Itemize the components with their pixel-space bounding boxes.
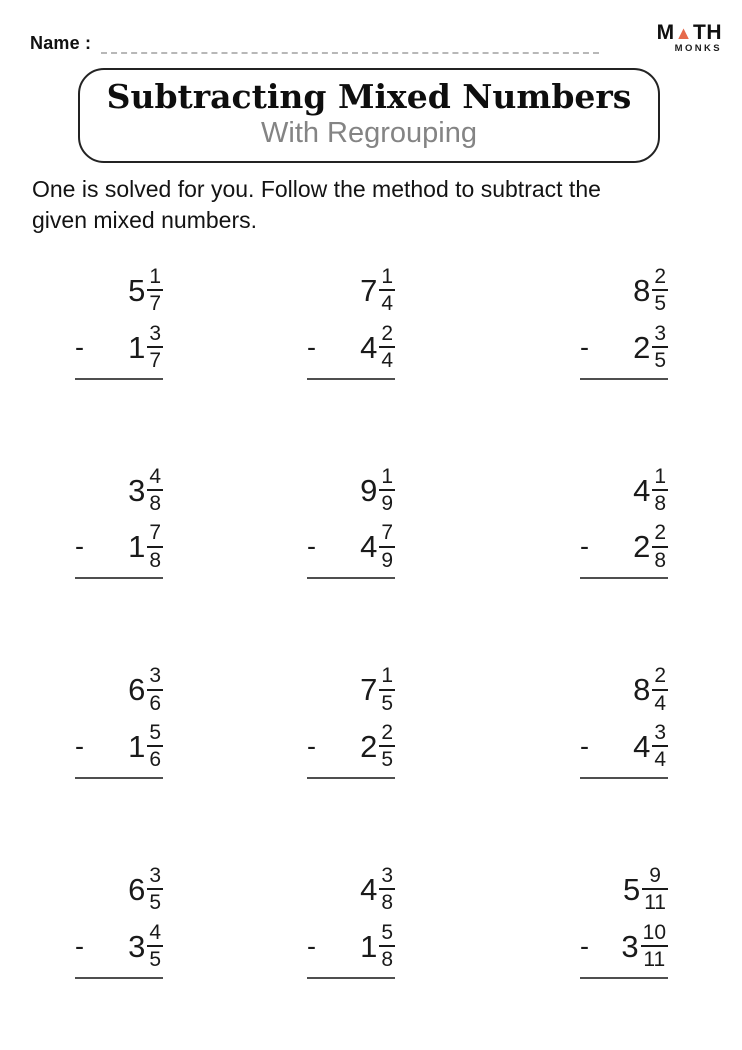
minus-sign: - [580,730,589,761]
minuend-numerator: 2 [654,265,666,288]
subtrahend-numerator: 3 [654,321,666,345]
minus-sign: - [307,730,316,761]
subtrahend-denominator: 5 [654,349,666,373]
problems-row-3 [0,665,742,779]
minuend-whole: 7 [360,272,378,308]
subtrahend-denominator: 4 [381,349,393,373]
minus-sign: - [75,730,84,761]
subtrahend-numerator: 7 [381,521,393,545]
problem-11 [307,865,395,979]
subtrahend-fraction [652,323,668,372]
minuend [75,865,163,914]
minuend-denominator: 5 [654,292,666,316]
name-input-line[interactable] [101,34,599,54]
subtrahend-fraction [379,522,395,571]
minuend-numerator: 3 [149,664,161,688]
minuend-numerator: 9 [649,863,661,887]
answer-line [580,577,668,579]
minuend-numerator: 1 [381,265,393,288]
answer-line [75,378,163,380]
name-label: Name : [30,33,92,53]
subtrahend-whole: 4 [633,728,651,764]
subtrahend-fraction [652,522,668,571]
problem-5 [307,466,395,580]
answer-line [307,977,395,979]
name-row [30,33,599,54]
answer-line [307,378,395,380]
minuend-fraction [379,665,395,714]
minus-sign: - [75,331,84,362]
minuend-whole: 5 [622,871,641,907]
subtrahend-denominator: 5 [149,948,161,972]
minuend-fraction [652,266,668,315]
minuend [307,466,395,515]
answer-line [75,977,163,979]
subtrahend [307,922,395,971]
subtrahend-numerator: 10 [642,920,666,944]
answer-line [75,777,163,779]
minuend-numerator: 1 [381,664,393,688]
minuend-whole: 4 [633,472,651,508]
minuend-whole: 3 [128,472,146,508]
problem-7 [75,665,163,779]
minuend [75,266,163,315]
subtrahend-fraction [652,722,668,771]
subtrahend-whole: 4 [360,529,378,565]
minus-sign: - [75,531,84,562]
minuend-numerator: 3 [381,863,393,887]
answer-line [75,577,163,579]
subtrahend-denominator: 4 [654,748,666,772]
answer-line [580,378,668,380]
minuend-denominator: 8 [381,891,393,915]
minuend-fraction [652,466,668,515]
answer-line [580,977,668,979]
logo-letters-th: TH [693,21,722,44]
minuend-fraction [147,466,163,515]
subtrahend-numerator: 5 [381,920,393,944]
subtrahend-numerator: 2 [381,721,393,745]
problems-row-2 [0,466,742,580]
logo-wordmark [657,22,722,43]
answer-line [307,777,395,779]
minuend [307,865,395,914]
subtrahend-numerator: 2 [654,521,666,545]
minuend-numerator: 4 [149,464,161,488]
subtrahend-fraction [379,922,395,971]
subtrahend-fraction [641,922,668,971]
subtrahend-whole: 3 [128,928,146,964]
minuend-fraction [147,266,163,315]
subtrahend-denominator: 5 [381,748,393,772]
subtrahend-denominator: 8 [149,548,161,572]
minuend-whole: 4 [360,871,378,907]
minus-sign: - [580,331,589,362]
problem-9 [580,665,668,779]
subtrahend [307,722,395,771]
minuend-denominator: 9 [381,492,393,516]
minuend-numerator: 2 [654,664,666,688]
subtrahend-denominator: 9 [381,548,393,572]
problem-12 [580,865,668,979]
minuend-denominator: 6 [149,691,161,715]
problem-10 [75,865,163,979]
subtrahend-numerator: 3 [149,321,161,345]
minuend-denominator: 5 [381,691,393,715]
minuend-whole: 8 [633,672,651,708]
subtrahend [580,922,668,971]
subtrahend-whole: 1 [128,329,146,365]
minus-sign: - [75,930,84,961]
subtrahend [580,722,668,771]
problems-row-4 [0,865,742,979]
answer-line [580,777,668,779]
logo-monks-text: MONKS [674,43,722,54]
logo-triangle-icon: ▲ [674,23,693,43]
subtrahend [75,722,163,771]
minuend [307,665,395,714]
problems-row-1 [0,266,742,380]
math-monks-logo [657,22,722,54]
minuend-whole: 6 [128,672,146,708]
minuend-numerator: 1 [149,265,161,288]
minuend-whole: 9 [360,472,378,508]
minuend-denominator: 4 [654,691,666,715]
minuend [580,266,668,315]
problems-grid [0,266,742,1050]
subtrahend-fraction [379,722,395,771]
minuend-whole: 8 [633,272,651,308]
minuend-denominator: 11 [644,891,666,915]
subtrahend [307,522,395,571]
minuend-denominator: 7 [149,292,161,316]
subtrahend [75,323,163,372]
subtrahend [580,522,668,571]
problem-4 [75,466,163,580]
instructions-line-2: given mixed numbers. [32,206,257,233]
subtrahend-whole: 4 [360,329,378,365]
problem-3 [580,266,668,380]
subtrahend-whole: 1 [128,728,146,764]
subtrahend-fraction [147,323,163,372]
subtrahend-denominator: 6 [149,748,161,772]
subtrahend-whole: 2 [633,329,651,365]
answer-line [307,577,395,579]
subtrahend [580,323,668,372]
subtrahend-fraction [147,722,163,771]
minuend [307,266,395,315]
subtrahend-numerator: 3 [654,721,666,745]
worksheet-subtitle: With Regrouping [261,117,477,150]
subtrahend [75,522,163,571]
minus-sign: - [580,531,589,562]
minuend-denominator: 8 [149,492,161,516]
minuend-fraction [379,466,395,515]
subtrahend-whole: 1 [360,928,378,964]
subtrahend-fraction [379,323,395,372]
subtrahend-whole: 1 [128,529,146,565]
minus-sign: - [580,930,589,961]
minuend [580,466,668,515]
title-box [78,68,660,163]
problem-2 [307,266,395,380]
minuend-fraction [147,865,163,914]
subtrahend-denominator: 8 [381,948,393,972]
subtrahend-numerator: 7 [149,521,161,545]
minuend-denominator: 5 [149,891,161,915]
minuend-numerator: 3 [149,863,161,887]
instructions [32,174,722,235]
subtrahend-whole: 3 [621,928,639,964]
minuend [75,466,163,515]
minuend-whole: 7 [360,672,378,708]
minuend-whole: 6 [128,871,146,907]
problem-8 [307,665,395,779]
minuend [580,665,668,714]
subtrahend-denominator: 11 [643,948,666,972]
minuend-fraction [379,865,395,914]
minuend-fraction [642,865,668,914]
minuend-denominator: 4 [381,292,393,316]
minuend-fraction [652,665,668,714]
subtrahend-denominator: 7 [149,349,161,373]
problem-1 [75,266,163,380]
logo-letter-m: M [656,21,675,44]
subtrahend-fraction [147,922,163,971]
minuend-fraction [147,665,163,714]
subtrahend-whole: 2 [360,728,378,764]
minuend-numerator: 1 [381,464,393,488]
minuend-denominator: 8 [654,492,666,516]
subtrahend-fraction [147,522,163,571]
subtrahend-numerator: 2 [381,321,393,345]
minuend [580,865,668,914]
minuend-numerator: 1 [654,464,666,488]
minuend-fraction [379,266,395,315]
minuend-whole: 5 [128,272,146,308]
minus-sign: - [307,531,316,562]
subtrahend [307,323,395,372]
instructions-line-1: One is solved for you. Follow the method to subtract the [32,176,601,202]
worksheet-title: Subtracting Mixed Numbers [106,77,632,116]
subtrahend [75,922,163,971]
minuend [75,665,163,714]
subtrahend-numerator: 4 [149,920,161,944]
minus-sign: - [307,930,316,961]
subtrahend-whole: 2 [633,529,651,565]
subtrahend-denominator: 8 [654,548,666,572]
minus-sign: - [307,331,316,362]
problem-6 [580,466,668,580]
subtrahend-numerator: 5 [149,721,161,745]
